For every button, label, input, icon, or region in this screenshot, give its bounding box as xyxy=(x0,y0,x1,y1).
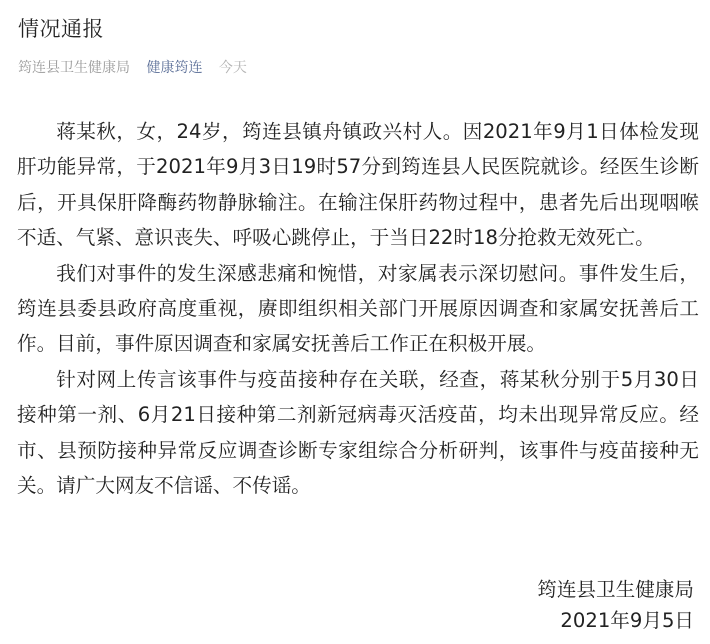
account-link[interactable]: 健康筠连 xyxy=(146,60,203,76)
source-name: 筠连县卫生健康局 xyxy=(18,60,130,76)
paragraph-3: 针对网上传言该事件与疫苗接种存在关联，经查，蒋某秋分别于5月30日接种第一剂、6月21日接种第二剂新冠病毒灭活疫苗，均未出现异常反应。经市、县预防接种异常反应调查诊断专家组综合分析研判，该事件与疫苗接种无关。请广大网友不信谣、不传谣。 xyxy=(17,367,699,498)
signature-date: 2021年9月5日 xyxy=(560,609,694,632)
signature-block xyxy=(537,574,694,636)
paragraph-2: 我们对事件的发生深感悲痛和惋惜，对家属表示深切慰问。事件发生后，筠连县委县政府高度重视，赓即组织相关部门开展原因调查和家属安抚善后工作。目前，事件原因调查和家属安抚善后工作正在积极开展。 xyxy=(17,261,699,356)
article-body xyxy=(17,114,699,503)
publish-time: 今天 xyxy=(218,60,247,76)
signature-org: 筠连县卫生健康局 xyxy=(537,578,694,601)
article-meta xyxy=(18,57,259,79)
article-title: 情况通报 xyxy=(18,17,104,41)
paragraph-1: 蒋某秋，女，24岁，筠连县镇舟镇政兴村人。因2021年9月1日体检发现肝功能异常，于2021年9月3日19时57分到筠连县人民医院就诊。经医生诊断后，开具保肝降酶药物静脉输注。在输注保肝药物过程中，患者先后出现咽喉不适、气紧、意识丧失、呼吸心跳停止，于当日22时18分抢救无效死亡。 xyxy=(17,120,699,250)
